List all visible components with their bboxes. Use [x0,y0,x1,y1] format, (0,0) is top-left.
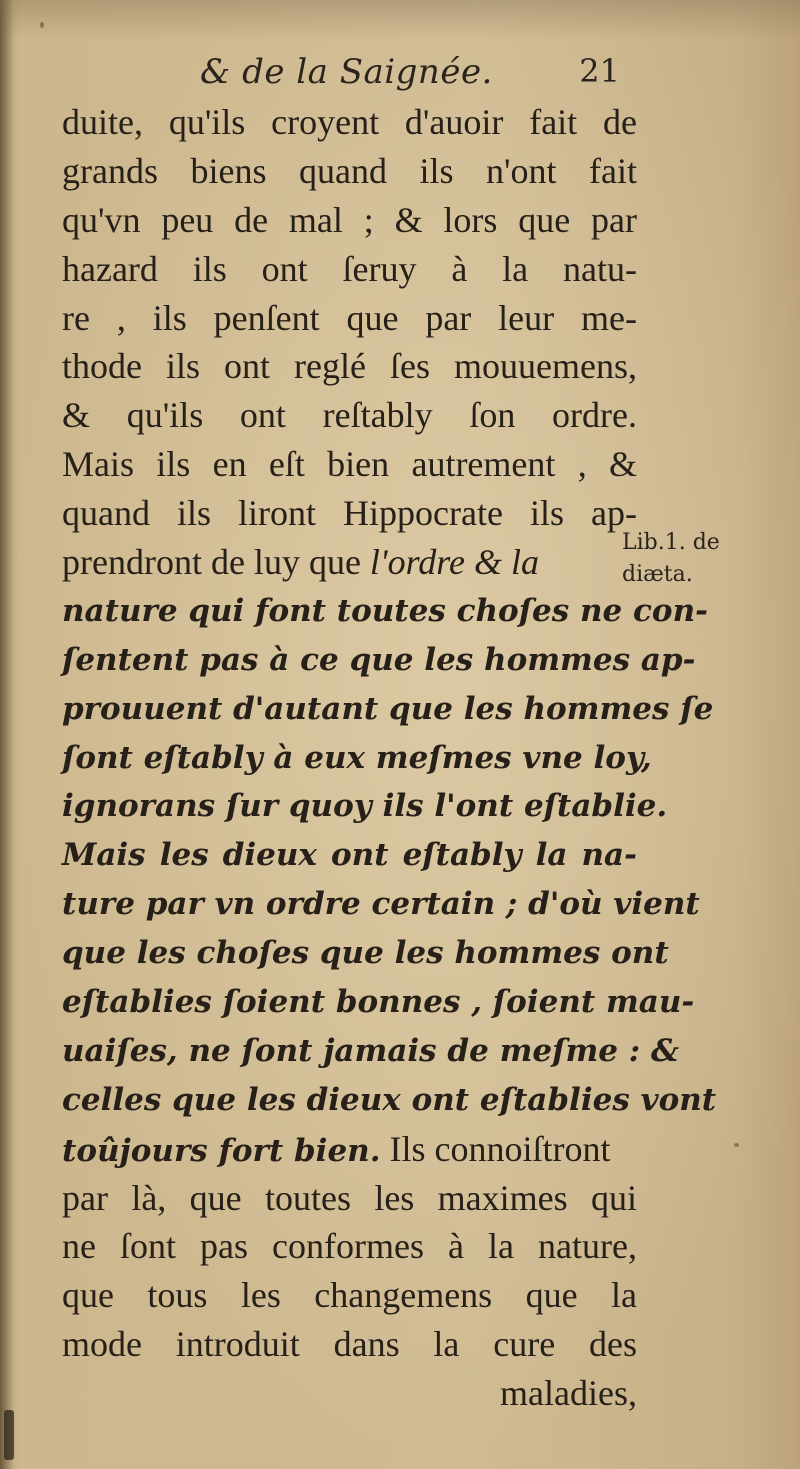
page-gutter-shadow [0,0,14,1469]
italic-run: toûjours fort bien. [62,1132,381,1169]
text-line: re , ils penſent que par leur me- [62,297,637,338]
page-top-stain [0,0,800,40]
page-number: 21 [579,52,620,90]
text-line: duite, qu'ils croyent d'auoir fait de [62,102,637,142]
text-line: par là, que toutes les maximes qui [62,1177,637,1218]
paper-speck [40,22,44,28]
roman-run: Ils connoiſtront [380,1128,611,1169]
quotation-line: eſtablies ſoient bonnes , ſoient mau- [62,984,695,1021]
catchword: maladies, [500,1373,637,1414]
text-line: Mais ils en eſt bien autrement , & [62,444,637,485]
quotation-line: prouuent d'autant que les hommes ſe [62,690,714,727]
text-line: mode introduit dans la cure des [62,1324,637,1365]
text-line: qu'vn peu de mal ; & lors que par [62,199,637,240]
italic-run: l'ordre & la [369,542,539,583]
text-line: thode ils ont reglé ſes mouuemens, [62,346,637,387]
paper-speck [734,1143,739,1147]
quotation-line: Mais les dieux ont eſtably la na- [62,837,637,874]
text-line: & qu'ils ont reſtably ſon ordre. [62,395,637,436]
text-line: hazard ils ont ſeruy à la natu- [62,248,637,289]
text-line-mixed [62,538,637,587]
paper-stain [4,1410,14,1460]
quotation-line: ſont eſtably à eux meſmes vne loy, [62,739,652,776]
quotation-line: nature qui font toutes choſes ne con- [62,592,709,629]
quotation-line: ture par vn ordre certain ; d'où vient [62,886,700,923]
quotation-line: ſentent pas à ce que les hommes ap- [62,641,696,678]
text-line: que tous les changemens que la [62,1275,637,1316]
text-line: quand ils liront Hippocrate ils ap- [62,493,637,534]
text-line: grands biens quand ils n'ont fait [62,150,637,191]
text-line-mixed [62,1125,637,1174]
roman-run: prendront de luy que [62,542,370,583]
margin-note [622,527,720,591]
text-line: ne ſont pas conformes à la nature, [62,1226,637,1267]
quotation-line: que les choſes que les hommes ont [62,935,669,972]
quotation-line: celles que les dieux ont eſtablies vont [62,1081,717,1118]
margin-note-line: Lib.1. de [622,530,720,555]
page-header [200,52,620,102]
margin-note-line: diæta. [622,562,693,587]
quotation-line: uaiſes, ne ſont jamais de meſme : & [62,1032,680,1069]
running-head: & de la Saignée. [200,52,493,92]
quotation-line: ignorans ſur quoy ils l'ont eſtablie. [62,788,668,825]
